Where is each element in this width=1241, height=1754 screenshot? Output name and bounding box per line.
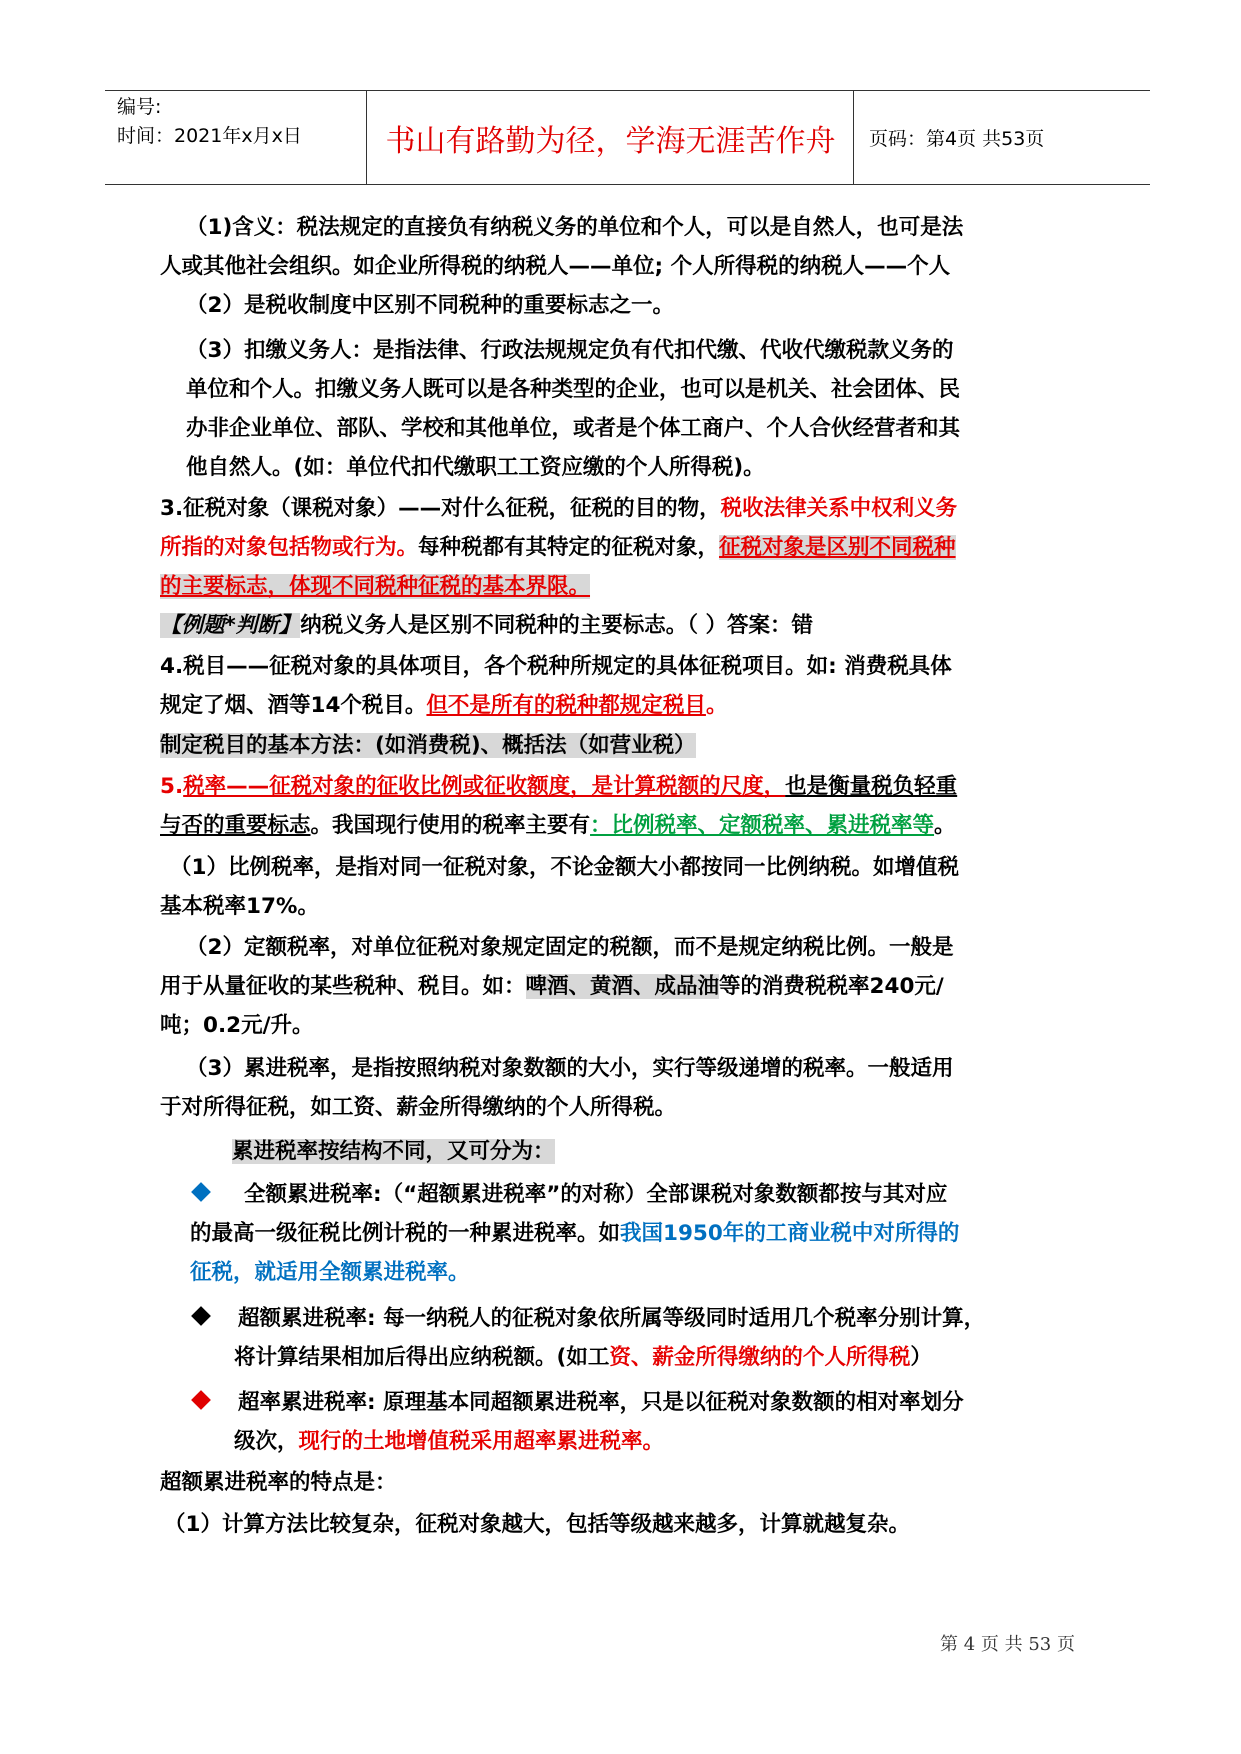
text-line-tax-rate: 5.税率——征税对象的征收比例或征收额度，是计算税额的尺度，也是衡量税负轻重	[160, 774, 958, 799]
bullet-rate-progressive: 超率累进税率: 原理基本同超额累进税率，只是以征税对象数额的相对率划分	[190, 1388, 964, 1418]
text-line-example: 【例题*判断】纳税义务人是区别不同税种的主要标志。（ ）答案：错	[160, 613, 813, 638]
doc-time-label: 时间：2021年x月x日	[117, 125, 302, 147]
text-line: 累进税率按结构不同，又可分为：	[232, 1139, 555, 1164]
text-line: 人或其他社会组织。如企业所得税的纳税人——单位; 个人所得税的纳税人——个人	[160, 254, 951, 279]
text-line: 超额累进税率的特点是：	[160, 1470, 397, 1495]
text-line: 他自然人。(如：单位代扣代缴职工工资应缴的个人所得税)。	[186, 455, 765, 480]
text-line: 单位和个人。扣缴义务人既可以是各种类型的企业，也可以是机关、社会团体、民	[186, 377, 961, 402]
page-footer: 第 4 页 共 53 页	[940, 1634, 1075, 1655]
text-line: 的主要标志，体现不同税种征税的基本界限。	[160, 574, 591, 599]
text-line: （3）累进税率，是指按照纳税对象数额的大小，实行等级递增的税率。一般适用	[186, 1056, 954, 1081]
diamond-bullet-icon	[191, 1306, 211, 1326]
text-line: 吨；0.2元/升。	[160, 1013, 314, 1038]
text-line: 基本税率17%。	[160, 894, 319, 919]
header-page-label: 页码：第4页 共53页	[869, 128, 1045, 150]
bullet-full-progressive: 全额累进税率:（“超额累进税率”的对称）全部课税对象数额都按与其对应	[190, 1180, 947, 1210]
example-tag: 【例题*判断】	[160, 613, 301, 638]
header-info	[105, 91, 367, 184]
text-line: 的最高一级征税比例计税的一种累进税率。如我国1950年的工商业税中对所得的	[190, 1221, 960, 1246]
text-line: （2）定额税率，对单位征税对象规定固定的税额，而不是规定纳税比例。一般是	[186, 935, 954, 960]
text-line: 所指的对象包括物或行为。每种税都有其特定的征税对象，征税对象是区别不同税种	[160, 535, 956, 560]
diamond-bullet-icon	[191, 1182, 211, 1202]
bullet-excess-progressive: 超额累进税率: 每一纳税人的征税对象依所属等级同时适用几个税率分别计算，	[190, 1304, 985, 1334]
page-header	[105, 90, 1150, 185]
text-line: 级次，现行的土地增值税采用超率累进税率。	[234, 1429, 665, 1454]
text-line: （2）是税收制度中区别不同税种的重要标志之一。	[186, 293, 674, 318]
text-line: 征税，就适用全额累进税率。	[190, 1260, 470, 1285]
text-line: 将计算结果相加后得出应纳税额。(如工资、薪金所得缴纳的个人所得税）	[234, 1345, 932, 1370]
text-line: 于对所得征税，如工资、薪金所得缴纳的个人所得税。	[160, 1095, 677, 1120]
doc-number-label: 编号:	[117, 96, 162, 118]
text-line: （1）比例税率，是指对同一征税对象，不论金额大小都按同一比例纳税。如增值税	[170, 855, 959, 880]
text-line-tax-object: 3.征税对象（课税对象）——对什么征税，征税的目的物，税收法律关系中权利义务	[160, 496, 958, 521]
text-line: 办非企业单位、部队、学校和其他单位，或者是个体工商户、个人合伙经营者和其	[186, 416, 961, 441]
text-line: 用于从量征收的某些税种、税目。如：啤酒、黄酒、成品油等的消费税税率240元/	[160, 974, 944, 999]
text-line: （1)含义：税法规定的直接负有纳税义务的单位和个人，可以是自然人，也可是法	[186, 215, 964, 240]
text-line: 与否的重要标志。我国现行使用的税率主要有：比例税率、定额税率、累进税率等。	[160, 813, 956, 838]
diamond-bullet-icon	[191, 1390, 211, 1410]
text-line: （3）扣缴义务人：是指法律、行政法规规定负有代扣代缴、代收代缴税款义务的	[186, 338, 954, 363]
text-line: （1）计算方法比较复杂，征税对象越大，包括等级越来越多，计算就越复杂。	[164, 1512, 910, 1537]
text-line: 4.税目——征税对象的具体项目，各个税种所规定的具体征税项目。如: 消费税具体	[160, 654, 952, 679]
text-line: 制定税目的基本方法：(如消费税)、概括法（如营业税）	[160, 733, 696, 758]
header-motto: 书山有路勤为径，学海无涯苦作舟	[368, 91, 854, 184]
text-line: 规定了烟、酒等14个税目。但不是所有的税种都规定税目。	[160, 693, 728, 718]
